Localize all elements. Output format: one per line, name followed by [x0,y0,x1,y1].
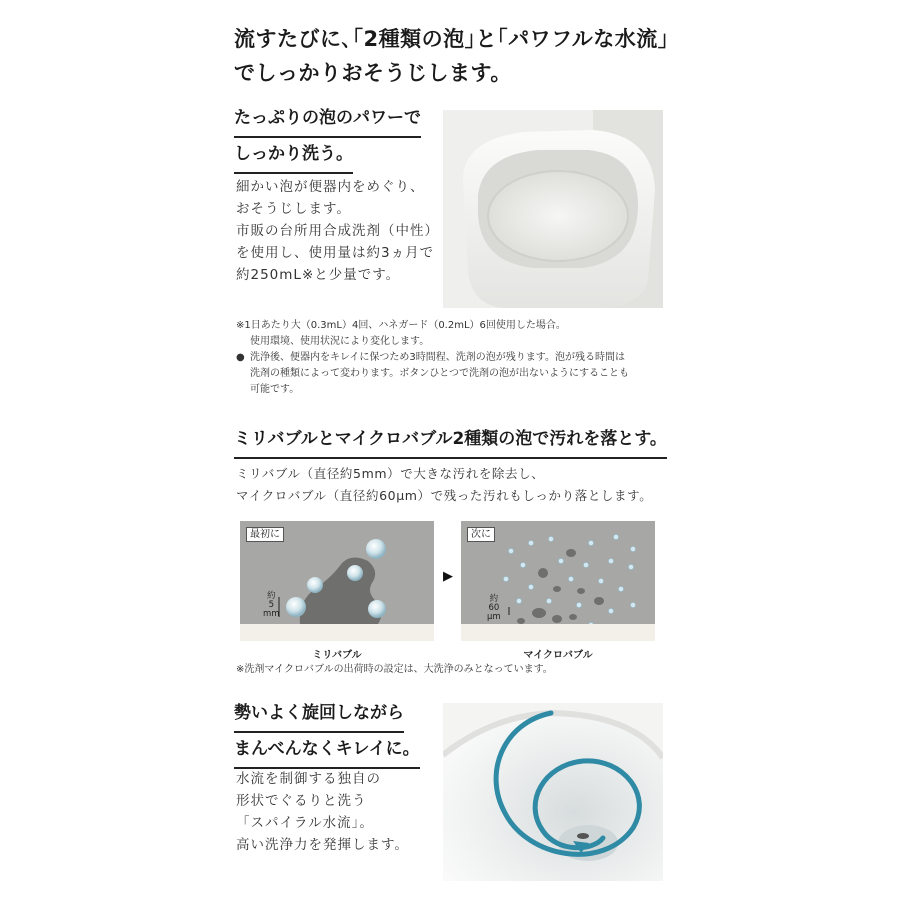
section1-heading-line-2: しっかり洗う。 [234,138,353,174]
section1-notes [236,318,676,398]
note-line: 洗浄後、便器内をキレイに保つため3時間程、洗剤の泡が残ります。泡が残る時間は [250,352,625,363]
section1-heading [234,102,421,174]
section2-heading-text: ミリバブルとマイクロバブル2種類の泡で汚れを落とす。 [234,423,667,459]
page-title [234,22,669,90]
note-line: 洗剤の種類によって変わります。ボタンひとつで洗剤の泡が出ないようにすることも [250,368,629,379]
section3-heading [234,697,420,769]
size-label-line: 約 [489,594,499,604]
section2-heading [234,423,667,459]
section1-body-line: 約250mL※と少量です。 [236,267,401,283]
panel-label-next: 次に [467,527,495,542]
section1-body-line: を使用し、使用量は約3ヵ月で [236,245,435,261]
section1-heading-line-1: たっぷりの泡のパワーで [234,102,421,138]
note-line: 使用環境、使用状況により変化します。 [250,336,430,347]
size-label-line: 5 [268,600,274,610]
section1-body-line: 細かい泡が便器内をめぐり、 [236,179,425,195]
floor [461,624,655,641]
milli-bubble-panel [240,521,434,641]
size-label-60um [487,595,501,622]
section3-heading-line-2: まんべんなくキレイに。 [234,733,420,769]
size-label-line: mm [263,609,280,619]
note-line: 可能です。 [250,384,300,395]
panel-label-first: 最初に [246,527,284,542]
size-label-line: μm [487,612,501,622]
next-arrow-icon: ▶ [443,569,453,584]
micro-bubble-caption: マイクロバブル [523,650,593,661]
note-line: ※1日あたり大（0.3mL）4回、ハネガード（0.2mL）6回使用した場合。 [236,320,566,331]
section3-body-line: 高い洗浄力を発揮します。 [236,837,409,853]
section1-body-line: 市販の台所用合成洗剤（中性） [236,223,439,239]
section2-note: ※洗剤マイクロバブルの出荷時の設定は、大洗浄のみとなっています。 [236,664,553,675]
size-label-5mm [263,592,280,619]
section3-body [236,768,409,856]
size-label-line: 60 [488,603,500,613]
section2-body [236,463,652,507]
section3-body-line: 水流を制御する独自の [236,771,381,787]
section1-body [236,176,439,286]
milli-bubble-caption: ミリバブル [312,650,362,661]
title-line-2: でしっかりおそうじします。 [234,61,512,85]
toilet-foam-photo [443,110,663,308]
section3-body-line: 「スパイラル水流」。 [236,815,374,831]
title-line-1: 流すたびに､｢2種類の泡｣と｢パワフルな水流｣ [234,27,669,51]
floor [240,624,434,641]
bullet-icon: ● [236,352,245,363]
micro-bubble-panel [461,521,655,641]
section3-body-line: 形状でぐるりと洗う [236,793,367,809]
section2-body-line: ミリバブル（直径約5mm）で大きな汚れを除去し、 [236,466,545,481]
size-label-line: 約 [267,591,276,601]
toilet-spiral-photo [443,703,663,881]
section1-body-line: おそうじします。 [236,201,351,217]
section2-body-line: マイクロバブル（直径約60μm）で残った汚れもしっかり落とします。 [236,488,653,503]
section3-heading-line-1: 勢いよく旋回しながら [234,697,404,733]
